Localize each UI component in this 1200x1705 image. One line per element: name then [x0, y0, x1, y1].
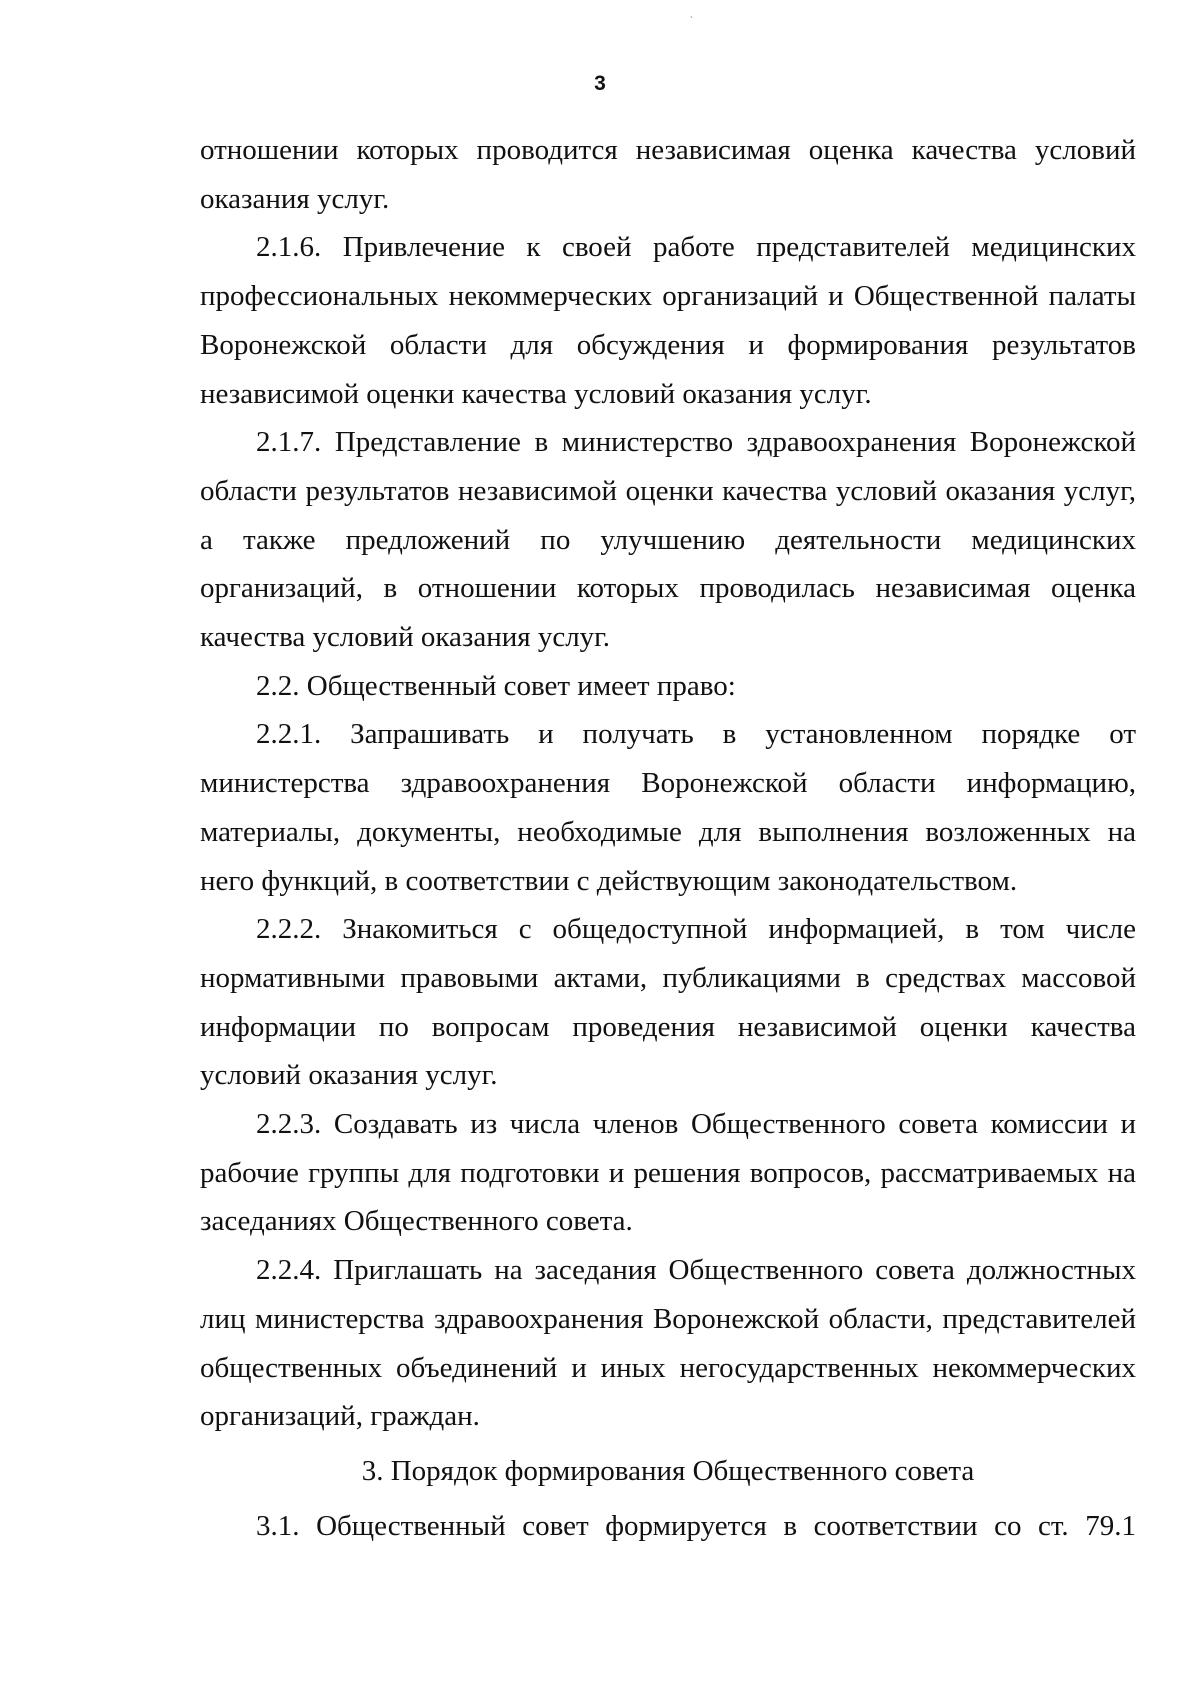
document-body: [200, 126, 1136, 1550]
paragraph-2-2-4: 2.2.4. Приглашать на заседания Общественного совета должностных лиц министерства здравоохранения Воронежской области, представителей общественных объединений и иных негосударственных некоммерческих организаций, граждан.: [200, 1254, 1136, 1433]
paragraph-2-2-1: 2.2.1. Запрашивать и получать в установленном порядке от министерства здравоохранения Воронежской области информацию, материалы, документы, необходимые для выполнения возложенных на него функций, в соответствии с действующим законодательством.: [200, 718, 1136, 897]
paragraph-3-1: 3.1. Общественный совет формируется в соответствии со ст. 79.1: [256, 1509, 1136, 1542]
paragraph-2-2: 2.2. Общественный совет имеет право:: [256, 669, 736, 702]
paragraph-2-2-2: 2.2.2. Знакомиться с общедоступной информацией, в том числе нормативными правовыми актами, публикациями в средствах массовой информации по вопросам проведения независимой оценки качества условий оказания услуг.: [200, 913, 1136, 1092]
paragraph-2-1-7: 2.1.7. Представление в министерство здравоохранения Воронежской области результатов независимой оценки качества условий оказания услуг, а также предложений по улучшению деятельности медицинских организаций, в отношении которых проводилась независимая оценка качества условий оказания услуг.: [200, 426, 1136, 654]
paragraph-2-2-3: 2.2.3. Создавать из числа членов Общественного совета комиссии и рабочие группы для подготовки и решения вопросов, рассматриваемых на заседаниях Общественного совета.: [200, 1108, 1136, 1238]
section-heading-3: 3. Порядок формирования Общественного совета: [361, 1454, 975, 1487]
paragraph-continuation: отношении которых проводится независимая оценка качества условий оказания услуг.: [200, 134, 1136, 215]
scan-artifact: ˎ: [690, 8, 693, 18]
page-number: 3: [594, 72, 606, 95]
paragraph-2-1-6: 2.1.6. Привлечение к своей работе представителей медицинских профессиональных некоммерческих организаций и Общественной палаты Воронежской области для обсуждения и формирования результатов независимой оценки качества условий оказания услуг.: [200, 231, 1136, 410]
